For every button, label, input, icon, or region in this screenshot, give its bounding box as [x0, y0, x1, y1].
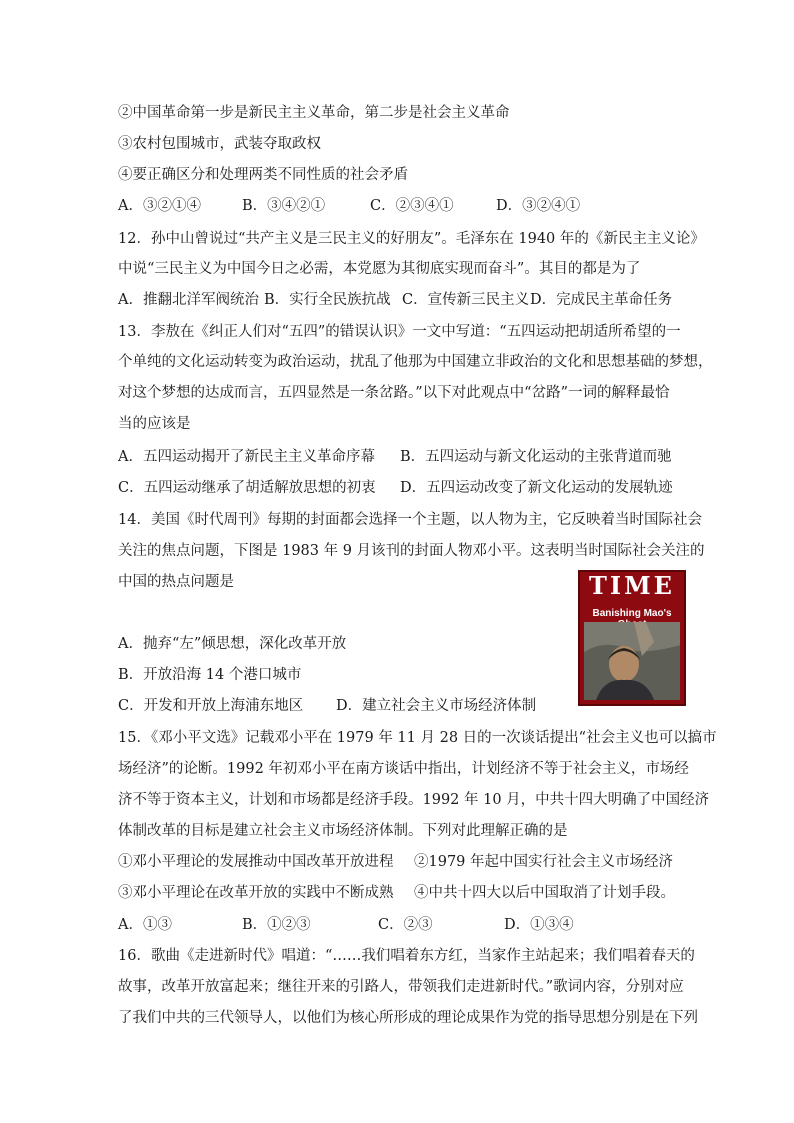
q14-stem-3: 中国的热点问题是	[118, 574, 234, 590]
q11-item-3: ③农村包围城市，武装夺取政权	[118, 136, 321, 152]
q12-stem-2: 中说“三民主义为中国今日之必需，本党愿为其彻底实现而奋斗”。其目的都是为了	[118, 261, 641, 277]
q15-option-a: A．①③	[118, 917, 172, 933]
q16-stem-2: 故事，改革开放富起来；继往开来的引路人，带领我们走进新时代。”歌词内容，分别对应	[118, 979, 684, 995]
q15-stem-1: 15．《邓小平文选》记载邓小平在 1979 年 11 月 28 日的一次谈话提出“社会主义也可以搞市	[118, 730, 717, 746]
q11-option-c: C．②③④①	[370, 198, 454, 214]
q13-option-d: D．五四运动改变了新文化运动的发展轨迹	[400, 480, 673, 496]
q13-option-c: C．五四运动继承了胡适解放思想的初衷	[118, 480, 376, 496]
q13-stem-3: 对这个梦想的达成而言，五四显然是一条岔路。”以下对此观点中“岔路”一词的解释最恰	[118, 385, 670, 401]
q14-option-b: B．开放沿海 14 个港口城市	[118, 667, 302, 683]
q13-stem-2: 个单纯的文化运动转变为政治运动，扰乱了他那为中国建立非政治的文化和思想基础的梦想，	[118, 354, 713, 370]
q15-option-d: D．①③④	[504, 917, 574, 933]
time-magazine-cover	[578, 570, 686, 706]
portrait-illustration	[584, 622, 680, 700]
q13-option-b: B．五四运动与新文化运动的主张背道而驰	[400, 449, 672, 465]
q16-stem-1: 16．歌曲《走进新时代》唱道：“……我们唱着东方红，当家作主站起来；我们唱着春天的	[118, 948, 695, 964]
q15-option-c: C．②③	[378, 917, 433, 933]
q15-option-b: B．①②③	[242, 917, 311, 933]
q15-stem-2: 场经济”的论断。1992 年初邓小平在南方谈话中指出，计划经济不等于社会主义，市场经	[118, 761, 689, 777]
cover-portrait	[584, 622, 680, 700]
q14-option-c: C．开发和开放上海浦东地区	[118, 698, 304, 714]
cover-headline: Banishing Mao's	[592, 608, 672, 619]
q15-stem-4: 体制改革的目标是建立社会主义市场经济体制。下列对此理解正确的是	[118, 823, 568, 839]
q12-option-c: C．宣传新三民主义	[402, 292, 530, 308]
q12-option-d: D．完成民主革命任务	[530, 292, 673, 308]
q13-stem-4: 当的应该是	[118, 416, 191, 432]
q11-option-d: D．③②④①	[496, 198, 581, 214]
q11-item-2: ②中国革命第一步是新民主主义革命，第二步是社会主义革命	[118, 105, 510, 121]
q11-option-b: B．③④②①	[242, 198, 326, 214]
q14-stem-2: 关注的焦点问题，下图是 1983 年 9 月该刊的封面人物邓小平。这表明当时国际社会关注的	[118, 543, 705, 559]
q15-stem-3: 济不等于资本主义，计划和市场都是经济手段。1992 年 10 月，中共十四大明确了中国经济	[118, 792, 710, 808]
q12-option-b: B．实行全民族抗战	[264, 292, 391, 308]
q13-option-a: A．五四运动揭开了新民主主义革命序幕	[118, 449, 375, 465]
q13-stem-1: 13．李敖在《纠正人们对“五四”的错误认识》一文中写道：“五四运动把胡适所希望的一	[118, 324, 681, 340]
q11-item-4: ④要正确区分和处理两类不同性质的社会矛盾	[118, 167, 408, 183]
q14-stem-1: 14．美国《时代周刊》每期的封面都会选择一个主题，以人物为主，它反映着当时国际社会	[118, 512, 702, 528]
q16-stem-3: 了我们中共的三代领导人，以他们为核心所形成的理论成果作为党的指导思想分别是在下列	[118, 1010, 698, 1026]
q14-option-a: A．抛弃“左”倾思想，深化改革开放	[118, 636, 347, 652]
cover-masthead: TIME	[589, 571, 675, 600]
q15-item-1: ①邓小平理论的发展推动中国改革开放进程	[118, 854, 394, 870]
q12-option-a: A．推翻北洋军阀统治	[118, 292, 259, 308]
q15-item-3: ③邓小平理论在改革开放的实践中不断成熟	[118, 885, 394, 901]
q12-stem-1: 12．孙中山曾说过“共产主义是三民主义的好朋友”。毛泽东在 1940 年的《新民主主义论》	[118, 231, 705, 247]
q14-option-d: D．建立社会主义市场经济体制	[336, 698, 537, 714]
q15-item-2: ②1979 年起中国实行社会主义市场经济	[414, 854, 674, 870]
q15-item-4: ④中共十四大以后中国取消了计划手段。	[414, 885, 675, 901]
q11-option-a: A．③②①④	[118, 198, 201, 214]
